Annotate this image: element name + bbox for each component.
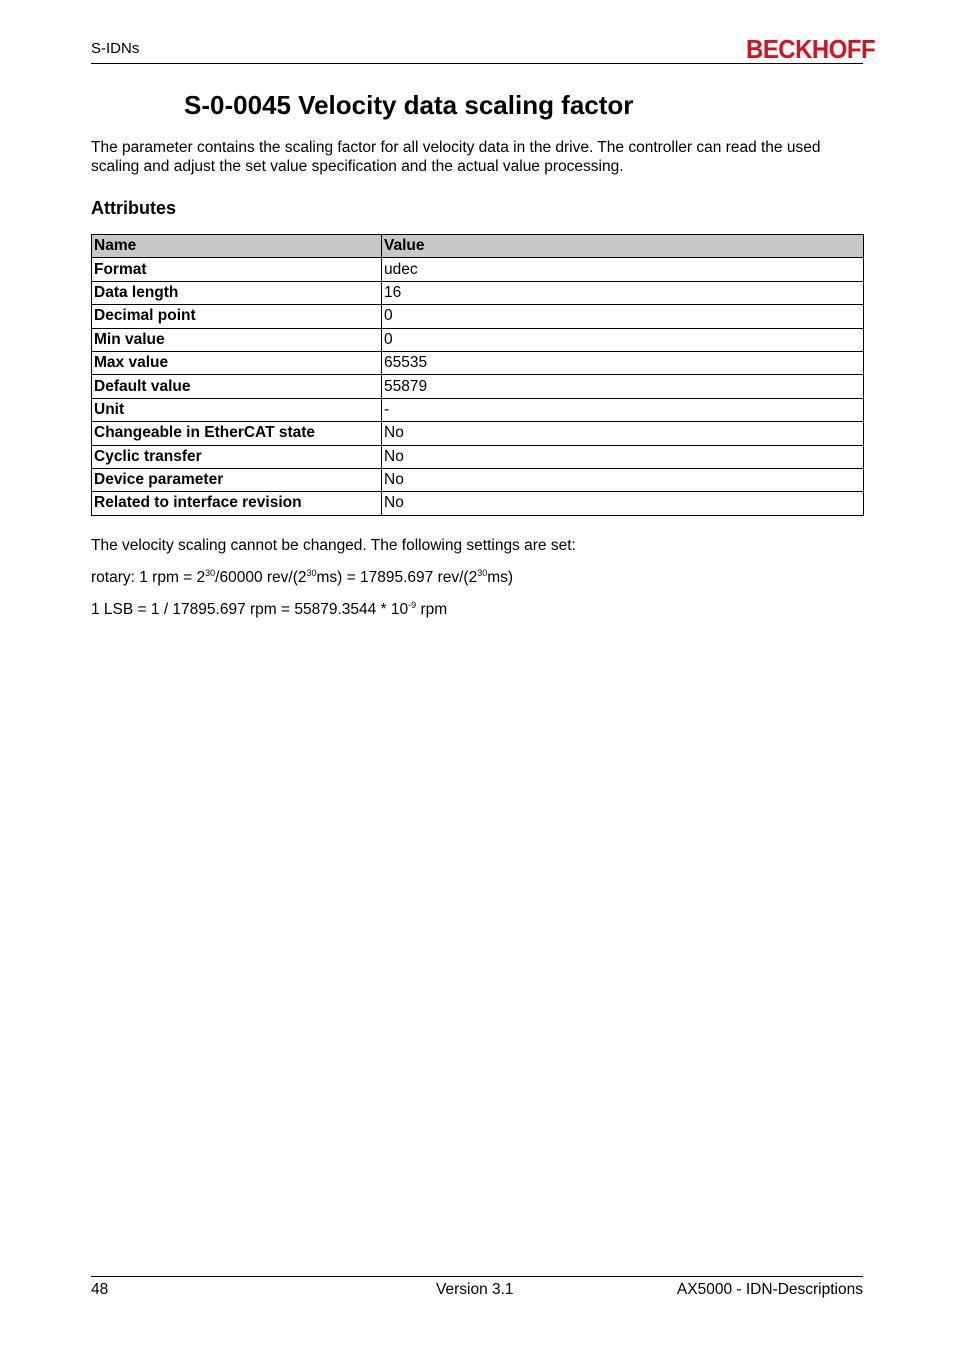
formula-text: rpm: [416, 601, 448, 618]
page-number: 48: [91, 1281, 109, 1298]
header-rule: [91, 63, 863, 64]
attribute-name: Min value: [92, 328, 382, 351]
attribute-name: Related to interface revision: [92, 492, 382, 515]
attribute-name: Format: [92, 258, 382, 281]
formula-text: rotary: 1 rpm = 2: [91, 569, 206, 586]
table-row: [92, 328, 864, 351]
column-header-name: Name: [92, 235, 382, 258]
attribute-name: Default value: [92, 375, 382, 398]
attribute-value: No: [382, 468, 864, 491]
footer-rule: [91, 1276, 863, 1277]
table-row: [92, 305, 864, 328]
attribute-name: Unit: [92, 398, 382, 421]
exponent: 30: [477, 568, 488, 578]
attribute-name: Cyclic transfer: [92, 445, 382, 468]
table-row: [92, 445, 864, 468]
table-row: [92, 375, 864, 398]
attribute-name: Device parameter: [92, 468, 382, 491]
attribute-name: Changeable in EtherCAT state: [92, 422, 382, 445]
document-title: AX5000 - IDN-Descriptions: [676, 1281, 863, 1298]
scaling-note: The velocity scaling cannot be changed. The following settings are set:: [91, 537, 576, 554]
table-row: [92, 468, 864, 491]
header-section-label: S-IDNs: [91, 40, 140, 57]
attribute-value: 0: [382, 328, 864, 351]
exponent: -9: [408, 600, 417, 610]
attribute-value: 16: [382, 281, 864, 304]
attribute-value: No: [382, 492, 864, 515]
table-row: [92, 492, 864, 515]
attribute-name: Decimal point: [92, 305, 382, 328]
attribute-value: 65535: [382, 351, 864, 374]
intro-paragraph: The parameter contains the scaling factor for all velocity data in the drive. The controller can read the used scaling and adjust the set value specification and the actual value processing.: [91, 139, 821, 175]
attribute-name: Max value: [92, 351, 382, 374]
attribute-value: 0: [382, 305, 864, 328]
version-label: Version 3.1: [436, 1281, 514, 1298]
attribute-value: 55879: [382, 375, 864, 398]
lsb-formula: [91, 601, 447, 619]
exponent: 30: [306, 568, 317, 578]
formula-text: /60000 rev/(2: [215, 569, 307, 586]
beckhoff-logo: BECKHOFF: [746, 34, 876, 64]
attributes-heading: Attributes: [91, 198, 176, 218]
attributes-table: [91, 234, 864, 516]
rotary-formula: [91, 569, 513, 587]
formula-text: ms) = 17895.697 rev/(2: [316, 569, 478, 586]
exponent: 30: [205, 568, 216, 578]
formula-text: ms): [487, 569, 514, 586]
table-row: [92, 398, 864, 421]
table-row: [92, 351, 864, 374]
table-row: [92, 422, 864, 445]
table-row: [92, 258, 864, 281]
page-title: S-0-0045 Velocity data scaling factor: [184, 90, 634, 120]
table-row: [92, 281, 864, 304]
column-header-value: Value: [382, 235, 864, 258]
attribute-value: udec: [382, 258, 864, 281]
attribute-value: No: [382, 422, 864, 445]
attribute-name: Data length: [92, 281, 382, 304]
table-header-row: [92, 235, 864, 258]
formula-text: 1 LSB = 1 / 17895.697 rpm = 55879.3544 * 10: [91, 601, 409, 618]
attribute-value: -: [382, 398, 864, 421]
attribute-value: No: [382, 445, 864, 468]
